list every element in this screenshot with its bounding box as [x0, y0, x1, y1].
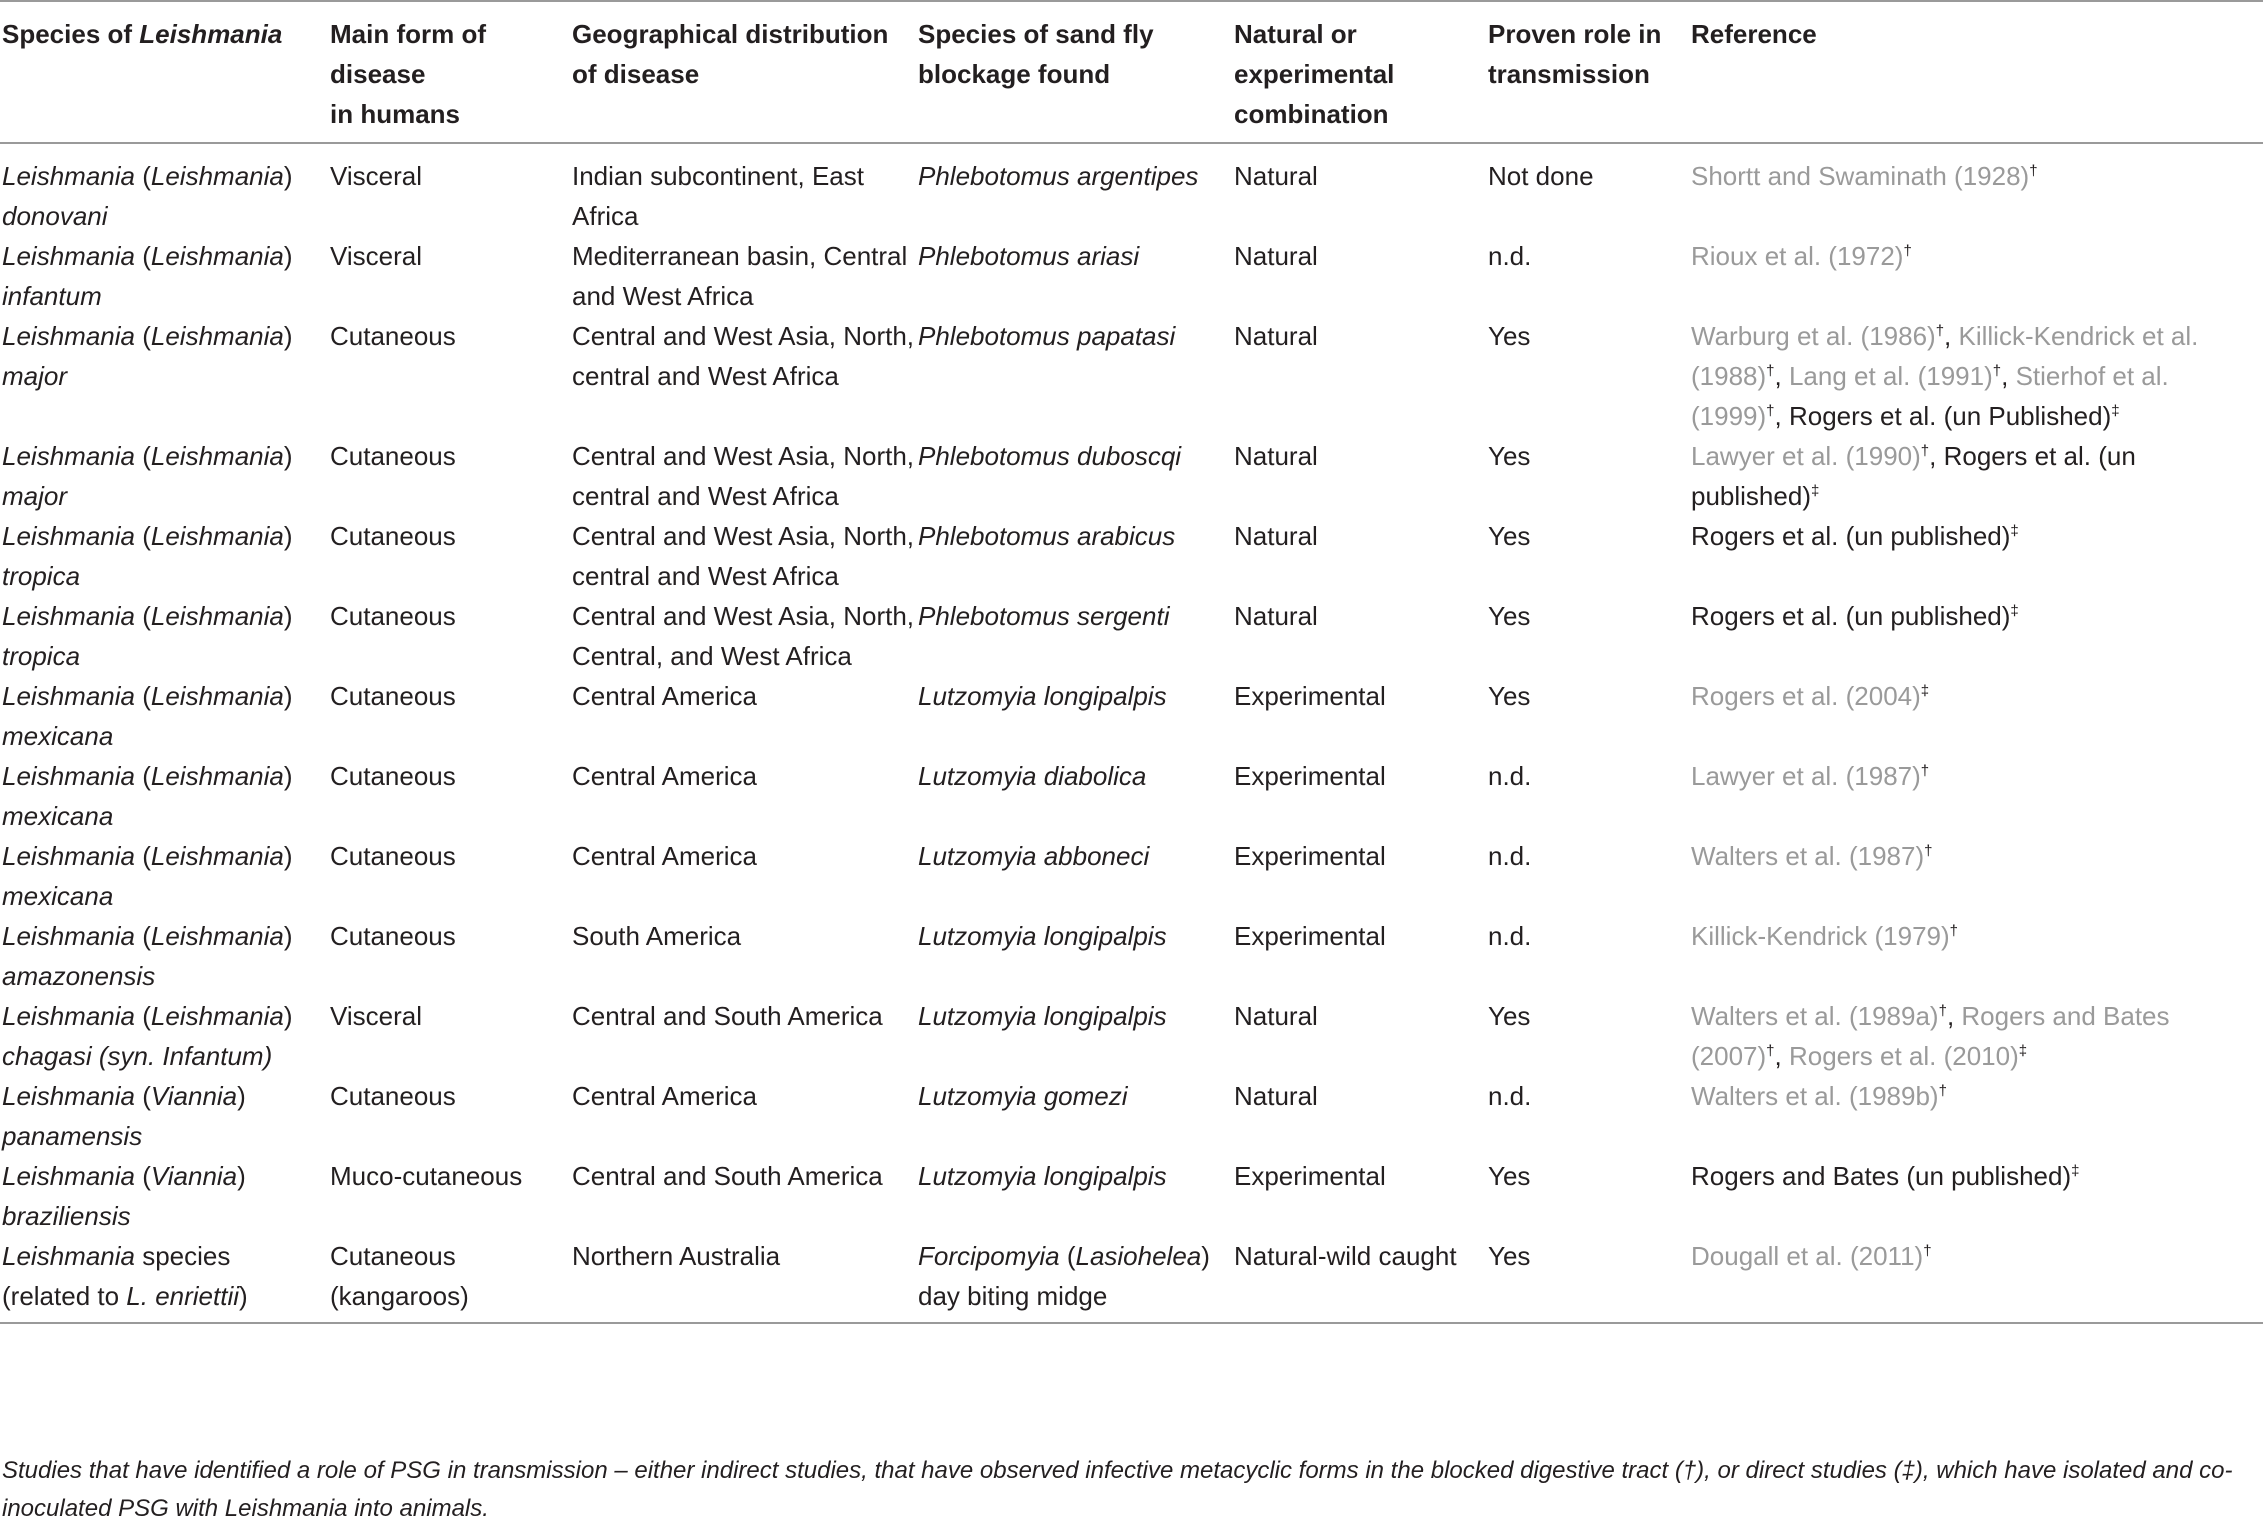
reference-link[interactable]: Killick-Kendrick (1979) [1691, 921, 1950, 951]
reference-cell: Walters et al. (1989b)† [1691, 1081, 1947, 1111]
species-cell: Leishmania (Leishmania) infantum [2, 241, 293, 311]
proven-cell: n.d. [1488, 761, 1532, 791]
proven-cell: Not done [1488, 161, 1594, 191]
geography-cell: South America [572, 921, 742, 951]
table-row [0, 596, 2263, 676]
proven-cell: Yes [1488, 1161, 1531, 1191]
proven-cell: Yes [1488, 321, 1531, 351]
reference-link[interactable]: Rogers et al. (2004) [1691, 681, 1921, 711]
header-row [0, 14, 2263, 143]
header-disease: Main form of disease in humans [330, 19, 486, 129]
table-footnote: Studies that have identified a role of PSG in transmission – either indirect studies, that have observed infective metacyclic forms in the blocked digestive tract (†), or direct studies (‡), which have isolated and co-inoculated PSG with Leishmania into animals. [2, 1457, 2233, 1522]
geography-cell: Central and West Asia, North, central and West Africa [572, 441, 915, 511]
reference-link[interactable]: Stierhof et al. (1999) [1691, 361, 2169, 431]
species-cell: Leishmania (Leishmania) chagasi (syn. Infantum) [2, 1001, 293, 1071]
geography-cell: Mediterranean basin, Central and West Africa [572, 241, 908, 311]
geography-cell: Central America [572, 841, 757, 871]
reference-cell: Walters et al. (1989a)†, Rogers and Bates (2007)†, Rogers et al. (2010)‡ [1691, 1001, 2170, 1071]
geography-cell: Indian subcontinent, East Africa [572, 161, 864, 231]
disease-cell: Cutaneous [330, 521, 456, 551]
disease-cell: Cutaneous [330, 1081, 456, 1111]
combination-cell: Experimental [1234, 761, 1386, 791]
species-cell: Leishmania (Leishmania) mexicana [2, 681, 293, 751]
reference-cell: Killick-Kendrick (1979)† [1691, 921, 1958, 951]
reference-link[interactable]: Rogers et al. (un published) [1691, 521, 2011, 551]
species-cell: Leishmania (Viannia) braziliensis [2, 1161, 246, 1231]
proven-cell: n.d. [1488, 841, 1532, 871]
table-row [0, 676, 2263, 756]
proven-cell: n.d. [1488, 1081, 1532, 1111]
reference-link[interactable]: Walters et al. (1989b) [1691, 1081, 1939, 1111]
reference-link[interactable]: Walters et al. (1989a) [1691, 1001, 1939, 1031]
disease-cell: Cutaneous [330, 321, 456, 351]
disease-cell: Visceral [330, 1001, 423, 1031]
reference-cell: Rogers et al. (un published)‡ [1691, 521, 2019, 551]
sandfly-cell: Lutzomyia longipalpis [918, 1161, 1167, 1191]
table-row [0, 916, 2263, 996]
geography-cell: Central and South America [572, 1161, 883, 1191]
proven-cell: Yes [1488, 601, 1531, 631]
reference-link[interactable]: Killick-Kendrick et al. (1988) [1691, 321, 2199, 391]
reference-cell: Walters et al. (1987)† [1691, 841, 1933, 871]
reference-cell: Shortt and Swaminath (1928)† [1691, 161, 2038, 191]
header-geography: Geographical distribution of disease [572, 19, 889, 89]
disease-cell: Cutaneous [330, 441, 456, 471]
reference-link[interactable]: Rogers and Bates (un published) [1691, 1161, 2072, 1191]
table-row [0, 436, 2263, 516]
reference-link[interactable]: Rioux et al. (1972) [1691, 241, 1904, 271]
table-row [0, 316, 2263, 436]
species-cell: Leishmania (Leishmania) donovani [2, 161, 293, 231]
proven-cell: Yes [1488, 1241, 1531, 1271]
combination-cell: Experimental [1234, 921, 1386, 951]
sandfly-cell: Phlebotomus ariasi [918, 241, 1140, 271]
sandfly-cell: Phlebotomus papatasi [918, 321, 1176, 351]
reference-link[interactable]: Walters et al. (1987) [1691, 841, 1925, 871]
table-row [0, 836, 2263, 916]
header-species: Species of Leishmania [2, 19, 283, 49]
header-reference: Reference [1691, 19, 1817, 49]
proven-cell: Yes [1488, 521, 1531, 551]
reference-link[interactable]: Rogers et al. (un Published) [1788, 401, 2112, 431]
reference-link[interactable]: Rogers et al. (2010) [1788, 1041, 2019, 1071]
sandfly-cell: Phlebotomus arabicus [918, 521, 1176, 551]
geography-cell: Central and West Asia, North, central and West Africa [572, 321, 915, 391]
sandfly-cell: Phlebotomus sergenti [918, 601, 1170, 631]
geography-cell: Central America [572, 761, 757, 791]
disease-cell: Cutaneous [330, 761, 456, 791]
geography-cell: Northern Australia [572, 1241, 781, 1271]
table-top-rule [0, 0, 2263, 2]
combination-cell: Natural [1234, 441, 1318, 471]
disease-cell: Cutaneous (kangaroos) [330, 1241, 469, 1311]
table-row [0, 1076, 2263, 1156]
disease-cell: Cutaneous [330, 681, 456, 711]
sandfly-cell: Lutzomyia abboneci [918, 841, 1150, 871]
species-cell: Leishmania (Leishmania) major [2, 441, 293, 511]
combination-cell: Natural [1234, 321, 1318, 351]
reference-cell: Lawyer et al. (1987)† [1691, 761, 1930, 791]
table-row [0, 516, 2263, 596]
reference-link[interactable]: Shortt and Swaminath (1928) [1691, 161, 2030, 191]
species-cell: Leishmania (Leishmania) tropica [2, 601, 293, 671]
reference-cell: Warburg et al. (1986)†, Killick-Kendrick et al. (1988)†, Lang et al. (1991)†, Stierhof et al. (1999)†, Rogers et al. (un Published)‡ [1691, 321, 2199, 431]
species-cell: Leishmania (Leishmania) tropica [2, 521, 293, 591]
disease-cell: Cutaneous [330, 921, 456, 951]
proven-cell: n.d. [1488, 921, 1532, 951]
sandfly-cell: Phlebotomus duboscqi [918, 441, 1182, 471]
table-row [0, 236, 2263, 316]
disease-cell: Visceral [330, 241, 423, 271]
species-cell: Leishmania (Leishmania) amazonensis [2, 921, 293, 991]
sandfly-cell: Lutzomyia longipalpis [918, 1001, 1167, 1031]
species-cell: Leishmania (Viannia) panamensis [2, 1081, 246, 1151]
reference-link[interactable]: Rogers et al. (un published) [1691, 601, 2011, 631]
reference-link[interactable]: Warburg et al. (1986) [1691, 321, 1936, 351]
combination-cell: Experimental [1234, 841, 1386, 871]
header-sandfly: Species of sand fly blockage found [918, 19, 1154, 89]
geography-cell: Central America [572, 1081, 757, 1111]
sandfly-cell: Lutzomyia gomezi [918, 1081, 1128, 1111]
proven-cell: Yes [1488, 1001, 1531, 1031]
header-proven-role: Proven role in transmission [1488, 19, 1662, 89]
reference-cell: Rogers and Bates (un published)‡ [1691, 1161, 2080, 1191]
sandfly-cell: Lutzomyia diabolica [918, 761, 1147, 791]
reference-link[interactable]: Lawyer et al. (1987) [1691, 761, 1921, 791]
leishmania-psg-table [0, 14, 2263, 1324]
combination-cell: Natural [1234, 1081, 1318, 1111]
sandfly-cell: Phlebotomus argentipes [918, 161, 1199, 191]
table-row [0, 996, 2263, 1076]
disease-cell: Cutaneous [330, 841, 456, 871]
proven-cell: Yes [1488, 441, 1531, 471]
reference-cell: Rogers et al. (un published)‡ [1691, 601, 2019, 631]
table-row [0, 756, 2263, 836]
disease-cell: Muco-cutaneous [330, 1161, 523, 1191]
proven-cell: n.d. [1488, 241, 1532, 271]
combination-cell: Natural [1234, 601, 1318, 631]
table-row [0, 1236, 2263, 1323]
reference-cell: Lawyer et al. (1990)†, Rogers et al. (un published)‡ [1691, 441, 2136, 511]
species-cell: Leishmania (Leishmania) mexicana [2, 761, 293, 831]
reference-cell: Rogers et al. (2004)‡ [1691, 681, 1930, 711]
species-cell: Leishmania (Leishmania) major [2, 321, 293, 391]
species-cell: Leishmania (Leishmania) mexicana [2, 841, 293, 911]
reference-link[interactable]: Lang et al. (1991) [1788, 361, 1993, 391]
reference-link[interactable]: Lawyer et al. (1990) [1691, 441, 1921, 471]
reference-link[interactable]: Dougall et al. (2011) [1691, 1241, 1924, 1271]
sandfly-cell: Lutzomyia longipalpis [918, 681, 1167, 711]
combination-cell: Natural [1234, 241, 1318, 271]
combination-cell: Natural-wild caught [1234, 1241, 1457, 1271]
proven-cell: Yes [1488, 681, 1531, 711]
geography-cell: Central and West Asia, North, Central, and West Africa [572, 601, 915, 671]
sandfly-cell: Lutzomyia longipalpis [918, 921, 1167, 951]
geography-cell: Central America [572, 681, 757, 711]
combination-cell: Natural [1234, 521, 1318, 551]
header-combination: Natural or experimental combination [1234, 19, 1395, 129]
reference-cell: Rioux et al. (1972)† [1691, 241, 1912, 271]
disease-cell: Visceral [330, 161, 423, 191]
sandfly-cell: Forcipomyia (Lasiohelea) day biting midge [918, 1241, 1210, 1311]
geography-cell: Central and West Asia, North, central and West Africa [572, 521, 915, 591]
disease-cell: Cutaneous [330, 601, 456, 631]
reference-cell: Dougall et al. (2011)† [1691, 1241, 1932, 1271]
combination-cell: Experimental [1234, 1161, 1386, 1191]
table-row [0, 143, 2263, 236]
species-cell: Leishmania species (related to L. enriettii) [2, 1241, 248, 1311]
reference-link[interactable]: Rogers et al. (un published) [1691, 441, 2136, 511]
table-row [0, 1156, 2263, 1236]
reference-link[interactable]: Rogers and Bates (2007) [1691, 1001, 2170, 1071]
combination-cell: Natural [1234, 161, 1318, 191]
geography-cell: Central and South America [572, 1001, 883, 1031]
combination-cell: Experimental [1234, 681, 1386, 711]
combination-cell: Natural [1234, 1001, 1318, 1031]
